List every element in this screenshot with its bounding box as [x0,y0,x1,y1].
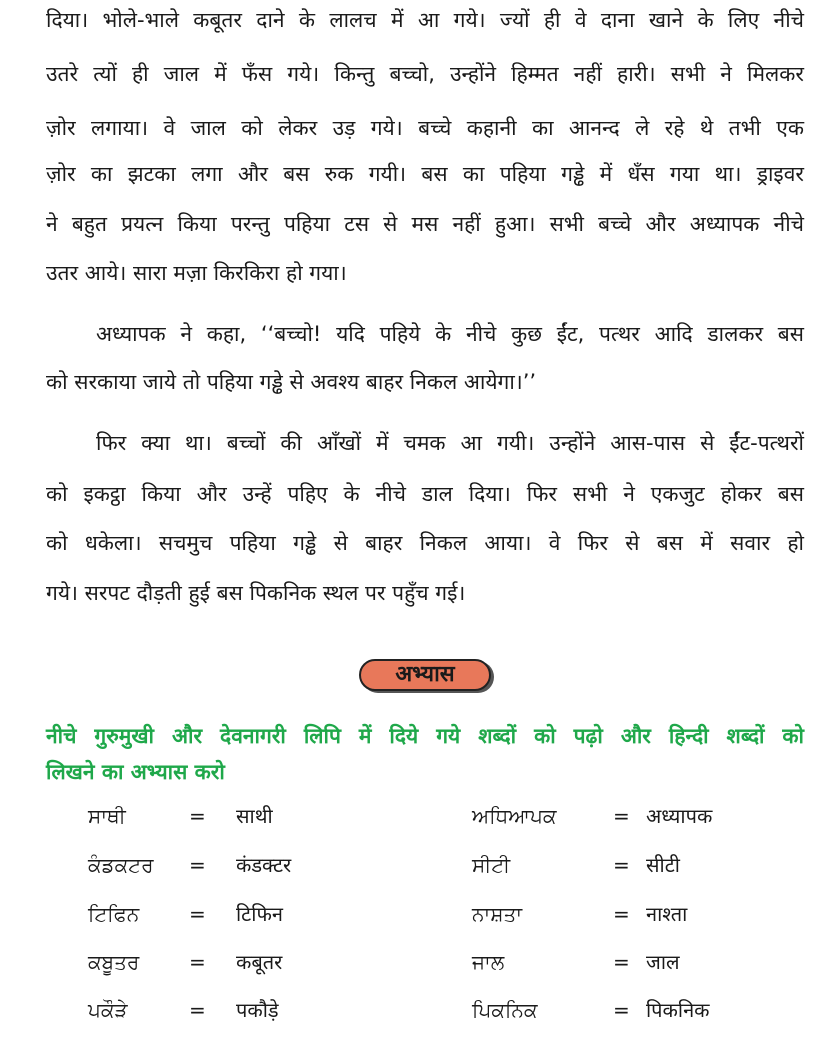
hindi-word: साथी [236,804,273,828]
equals-sign: = [613,950,630,974]
gurmukhi-word: ਪਿਕਨਿਕ [472,998,538,1022]
equals-sign: = [613,804,630,828]
hindi-word: अध्यापक [646,804,713,828]
story-line: फिर क्या था। बच्चों की आँखों में चमक आ गयी। उन्होंने आस-पास से ईंट-पत्थरों [96,431,804,455]
story-line: उतरे त्यों ही जाल में फँस गये। किन्तु बच्चो, उन्होंने हिम्मत नहीं हारी। सभी ने मिलकर [46,62,804,86]
equals-sign: = [189,804,206,828]
gurmukhi-word: ਸਾਥੀ [88,804,126,828]
story-line: को सरकाया जाये तो पहिया गड्ढे से अवश्य बाहर निकल आयेगा।’’ [46,370,537,394]
story-line: उतर आये। सारा मज़ा किरकिरा हो गया। [46,261,347,285]
equals-sign: = [189,902,206,926]
vocab-row [0,847,829,883]
hindi-word: जाल [646,950,680,974]
exercise-instruction: लिखने का अभ्यास करो [46,760,225,784]
story-line: को धकेला। सचमुच पहिया गड्ढे से बाहर निकल आया। वे फिर से बस में सवार हो [46,531,804,555]
vocab-row [0,992,829,1028]
hindi-word: कबूतर [236,950,283,974]
gurmukhi-word: ਅਧਿਆਪਕ [472,804,557,828]
vocab-row [0,798,829,834]
hindi-word: पिकनिक [646,998,710,1022]
gurmukhi-word: ਨਾਸ਼ਤਾ [472,902,523,926]
vocab-row [0,896,829,932]
vocab-row [0,944,829,980]
story-line: अध्यापक ने कहा, ‘‘बच्चो! यदि पहिये के नीचे कुछ ईंट, पत्थर आदि डालकर बस [96,322,804,346]
equals-sign: = [613,853,630,877]
gurmukhi-word: ਜਾਲ [472,950,505,974]
equals-sign: = [189,950,206,974]
hindi-word: कंडक्टर [236,853,292,877]
hindi-word: पकौड़े [236,998,279,1022]
exercise-heading-badge: अभ्यास [359,659,491,691]
story-line: दिया। भोले-भाले कबूतर दाने के लालच में आ गये। ज्यों ही वे दाना खाने के लिए नीचे [46,8,804,32]
gurmukhi-word: ਸੀਟੀ [472,853,511,877]
hindi-word: सीटी [646,853,680,877]
story-line: ज़ोर लगाया। वे जाल को लेकर उड़ गये। बच्चे कहानी का आनन्द ले रहे थे तभी एक [46,116,804,140]
equals-sign: = [189,853,206,877]
hindi-word: नाश्ता [646,902,688,926]
gurmukhi-word: ਪਕੌੜੇ [88,998,128,1022]
story-line: गये। सरपट दौड़ती हुई बस पिकनिक स्थल पर पहुँच गई। [46,581,466,605]
equals-sign: = [613,902,630,926]
hindi-word: टिफिन [236,902,283,926]
story-line: ज़ोर का झटका लगा और बस रुक गयी। बस का पहिया गड्ढे में धँस गया था। ड्राइवर [46,162,804,186]
story-line: को इकट्ठा किया और उन्हें पहिए के नीचे डाल दिया। फिर सभी ने एकजुट होकर बस [46,482,804,506]
gurmukhi-word: ਟਿਫਿਨ [88,902,140,926]
equals-sign: = [189,998,206,1022]
gurmukhi-word: ਕਬੂਤਰ [88,950,140,974]
story-line: ने बहुत प्रयत्न किया परन्तु पहिया टस से मस नहीं हुआ। सभी बच्चे और अध्यापक नीचे [46,212,804,236]
exercise-instruction: नीचे गुरुमुखी और देवनागरी लिपि में दिये गये शब्दों को पढ़ो और हिन्दी शब्दों को [46,724,804,748]
equals-sign: = [613,998,630,1022]
gurmukhi-word: ਕੰਡਕਟਰ [88,853,154,877]
